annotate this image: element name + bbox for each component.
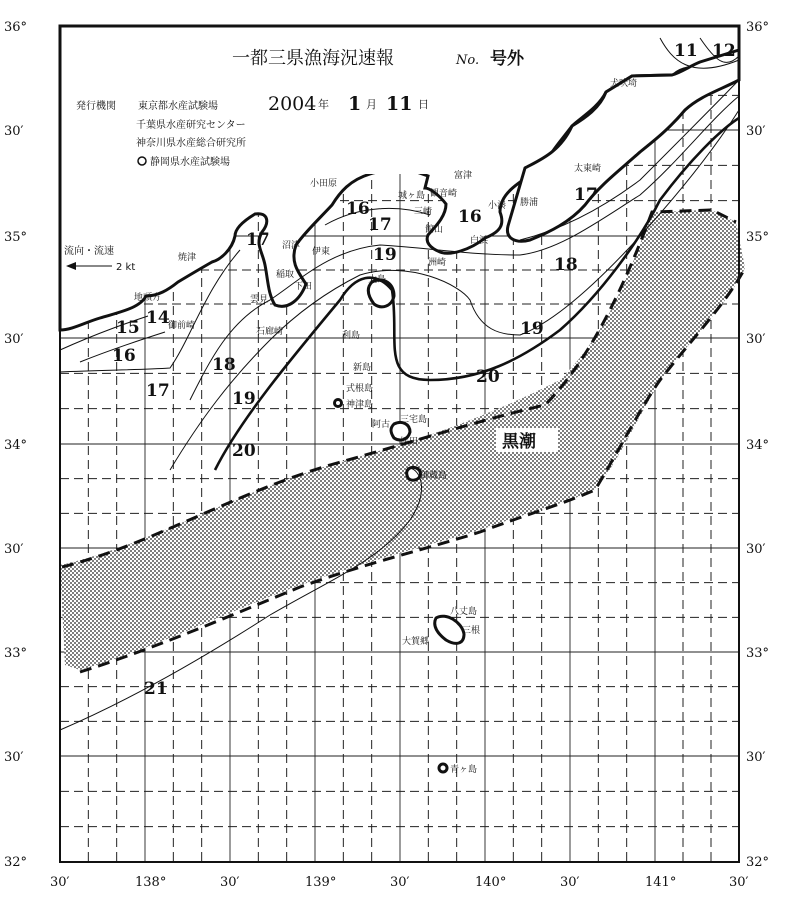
date-day-suffix: 日 <box>418 98 429 111</box>
isotherm-label: 15 <box>116 318 140 338</box>
isotherm-label: 19 <box>373 245 397 265</box>
place-label: 新島 <box>353 363 372 373</box>
isotherm-label: 12 <box>712 41 736 61</box>
place-label: 小湊 <box>488 201 507 211</box>
latitude-ticks-right <box>746 20 769 870</box>
isotherm-label: 21 <box>144 679 168 699</box>
land-hachijojima <box>435 616 464 643</box>
lat-tick-label: 30′ <box>746 542 766 557</box>
place-label: 沼津 <box>282 241 301 251</box>
place-label: 館山 <box>425 225 444 235</box>
date-year-suffix: 年 <box>318 98 329 111</box>
land-kozushima <box>335 400 342 407</box>
place-label: 三崎 <box>414 207 433 217</box>
lat-tick-label: 36° <box>4 20 28 35</box>
place-label: 白浜 <box>470 236 489 246</box>
lon-tick-label: 30′ <box>220 875 240 890</box>
place-label: 御蔵島 <box>420 471 448 481</box>
map-title: 一都三県漁海況速報 <box>232 48 394 69</box>
place-label: 石廊崎 <box>256 327 284 337</box>
place-label: 八丈島 <box>450 607 478 617</box>
place-label: 太東崎 <box>574 164 602 174</box>
issuer-heading: 発行機関 <box>76 101 116 112</box>
place-label: 雲見 <box>250 295 269 305</box>
place-label: 下田 <box>294 282 313 292</box>
lat-tick-label: 33° <box>746 646 770 661</box>
flow-legend <box>62 240 174 274</box>
isotherm-label: 19 <box>232 389 256 409</box>
lon-tick-label: 138° <box>135 875 167 890</box>
lon-tick-label: 30′ <box>729 875 749 890</box>
longitude-ticks <box>50 875 749 890</box>
lat-tick-label: 32° <box>746 855 770 870</box>
issue-extra-label: 号外 <box>490 49 524 69</box>
isotherm-label: 16 <box>112 346 136 366</box>
date-year: 2004 <box>268 93 317 115</box>
kuroshio-label: 黒潮 <box>502 432 536 452</box>
lat-tick-label: 30′ <box>746 332 766 347</box>
issuer-2: 千葉県水産研究センター <box>136 120 246 131</box>
place-label: 神津島 <box>346 400 374 410</box>
lat-tick-label: 32° <box>4 855 28 870</box>
lat-tick-label: 30′ <box>4 332 24 347</box>
issuer-4: 静岡県水産試験場 <box>150 157 230 168</box>
place-label: 利島 <box>342 331 361 341</box>
lat-tick-label: 35° <box>746 230 770 245</box>
flow-legend-label: 流向・流速 <box>64 246 114 257</box>
place-label: 地頭方 <box>134 293 162 303</box>
lat-tick-label: 30′ <box>4 542 24 557</box>
isotherm-label: 11 <box>674 41 698 61</box>
lat-tick-label: 30′ <box>4 750 24 765</box>
date-day: 11 <box>386 93 413 115</box>
isotherm-label: 19 <box>520 319 544 339</box>
lat-tick-label: 33° <box>4 646 28 661</box>
place-label: 洲崎 <box>428 258 447 268</box>
place-label: 大賀郷 <box>402 637 430 647</box>
isotherm-label: 17 <box>368 215 392 235</box>
lat-tick-label: 34° <box>4 438 28 453</box>
place-label: 小田原 <box>310 179 338 189</box>
isotherm-label: 18 <box>554 255 578 275</box>
land-aogashima <box>439 764 447 772</box>
place-label: 坪田 <box>400 437 419 447</box>
issue-number-label: No. <box>456 53 480 68</box>
lon-tick-label: 30′ <box>390 875 410 890</box>
place-label: 観音崎 <box>430 189 458 199</box>
issuer-1: 東京都水産試験場 <box>138 101 218 112</box>
issuer-3: 神奈川県水産総合研究所 <box>136 138 246 149</box>
place-label: 三根 <box>462 626 481 636</box>
isotherm-label: 20 <box>476 367 500 387</box>
lat-tick-label: 35° <box>4 230 28 245</box>
place-label: 城ヶ島 <box>398 191 426 201</box>
place-label: 伊東 <box>312 247 331 257</box>
lon-tick-label: 139° <box>305 875 337 890</box>
place-label: 青ヶ島 <box>450 765 478 775</box>
latitude-ticks-left <box>4 20 27 870</box>
lon-tick-label: 30′ <box>560 875 580 890</box>
isotherm-label: 20 <box>232 441 256 461</box>
lat-tick-label: 34° <box>746 438 770 453</box>
lon-tick-label: 140° <box>475 875 507 890</box>
isotherm-label: 16 <box>458 207 482 227</box>
place-label: 犬吠埼 <box>610 79 638 89</box>
place-label: 阿古 <box>372 420 391 430</box>
date-month: 1 <box>348 93 362 115</box>
isotherm-label: 17 <box>146 381 170 401</box>
lat-tick-label: 30′ <box>746 124 766 139</box>
isotherm-label: 18 <box>212 355 236 375</box>
lat-tick-label: 30′ <box>4 124 24 139</box>
place-label: 三宅島 <box>400 415 428 425</box>
place-label: 式根島 <box>346 384 374 394</box>
flow-legend-scale: 2 kt <box>116 262 136 273</box>
isotherm-label: 17 <box>574 185 598 205</box>
lat-tick-label: 36° <box>746 20 770 35</box>
place-label: 勝浦 <box>520 198 539 208</box>
lon-tick-label: 141° <box>645 875 677 890</box>
lat-tick-label: 30′ <box>746 750 766 765</box>
place-label: 焼津 <box>178 253 197 263</box>
isotherm-label: 17 <box>246 230 270 250</box>
lon-tick-label: 30′ <box>50 875 70 890</box>
place-label: 稲取 <box>276 270 295 280</box>
place-label: 御前崎 <box>168 321 196 331</box>
date-month-suffix: 月 <box>366 98 377 111</box>
place-label: 大島 <box>368 275 387 285</box>
place-label: 富津 <box>454 171 473 181</box>
isotherm-label: 14 <box>146 308 170 328</box>
isotherm-label: 16 <box>346 199 370 219</box>
